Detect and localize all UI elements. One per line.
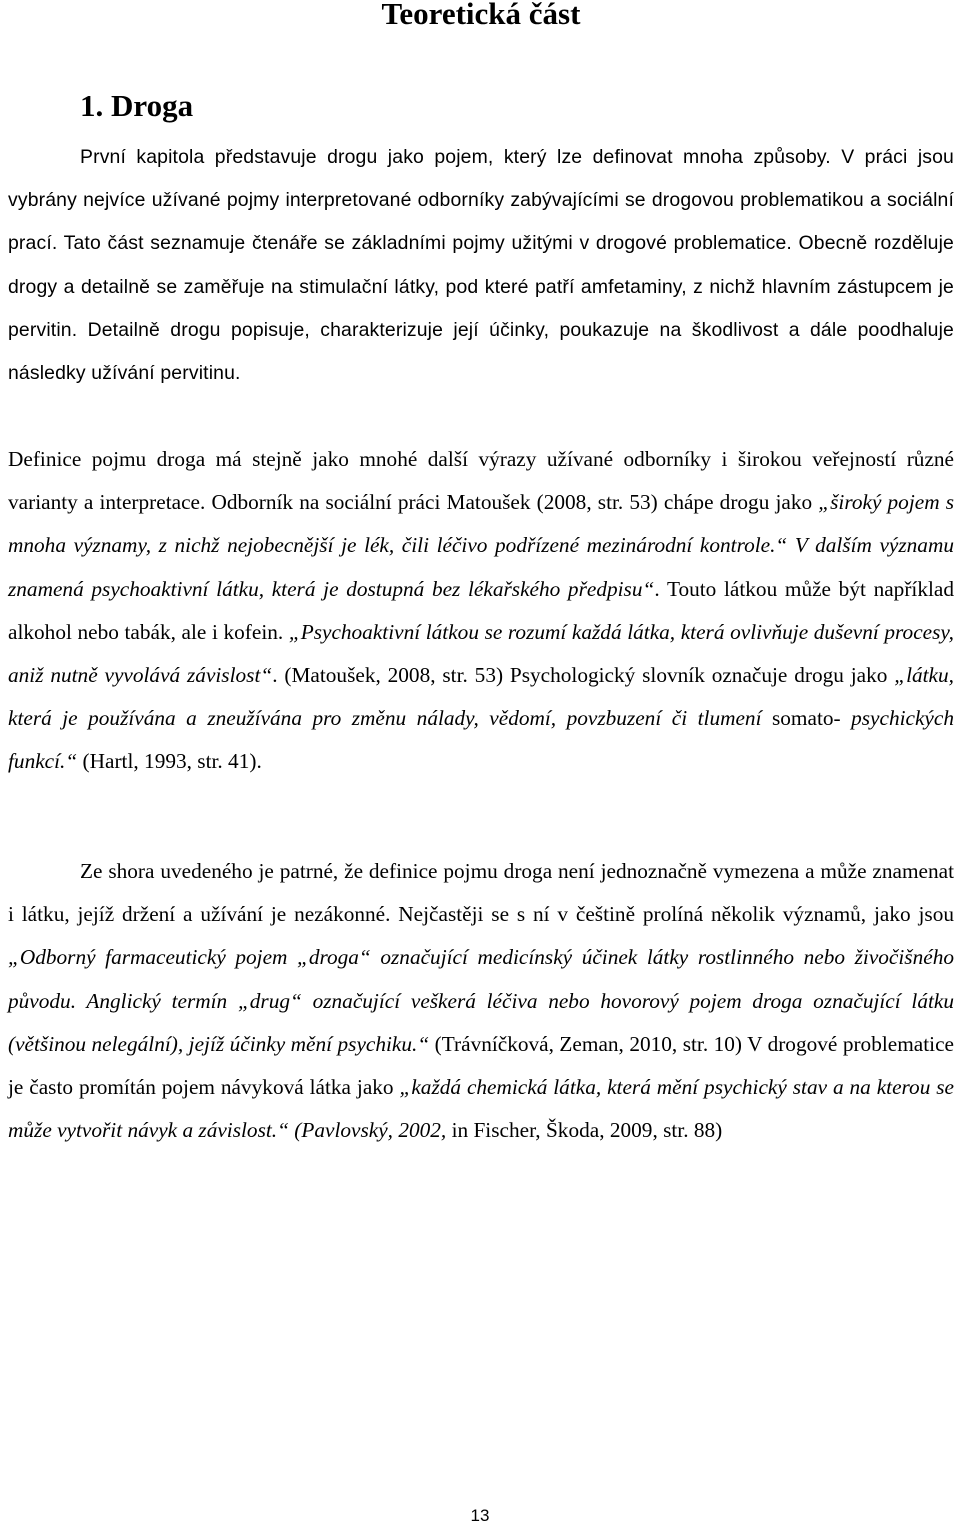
paragraph-intro-sentence-1: První kapitola představuje drogu jako pojem, který lze definovat mnoha způsoby. V práci jsou vybrány nejvíce užívané pojmy interpretované odborníky zabývajícími se drogovou problematikou a sociální prací. bbox=[8, 146, 954, 255]
paragraph-definitions-quote-1: „široký pojem s mnoha významy, z nichž nejobecnější je lék, čili léčivo podřízené mezinárodní kontrole.“ V dalším významu znamená psychoaktivní látku, která je dostupná bez lékařského předpisu“ bbox=[8, 490, 954, 601]
paragraph-definitions-text-2: . Touto látkou může být například alkohol nebo tabák, ale i kofein. bbox=[8, 576, 954, 644]
chapter-title: Teoretická část bbox=[381, 0, 581, 31]
paragraph-intro-sentence-2: Tato část seznamuje čtenáře se základními pojmy užitými v drogové problematice. bbox=[57, 232, 792, 255]
paragraph-meanings-text-3: in Fischer, Škoda, 2009, str. 88) bbox=[446, 1118, 723, 1143]
paragraph-definitions-text-4: somato- bbox=[761, 706, 852, 731]
paragraph-definitions-text-1: Definice pojmu droga má stejně jako mnohé další výrazy užívané odborníky i širokou veřejností různé varianty a interpretace. Odborník na sociální práci Matoušek (2008, str. 53) chápe drogu jako bbox=[8, 447, 954, 515]
paragraph-meanings-text-1: Ze shora uvedeného je patrné, že definice pojmu droga není jednoznačně vymezena a může znamenat i látku, jejíž držení a užívání je nezákonné. Nejčastěji se s ní v češtině prolíná několik významů, jako jsou bbox=[8, 859, 954, 927]
paragraph-intro-sentence-3: Obecně rozděluje drogy a detailně se zaměřuje na stimulační látky, pod které patří amfetaminy, z nichž hlavním zástupcem je pervitin. bbox=[8, 232, 954, 341]
page-number: 13 bbox=[470, 1506, 490, 1525]
paragraph-definitions-quote-4: psychických funkcí.“ bbox=[8, 706, 954, 774]
paragraph-meanings-quote-1: „Odborný farmaceutický pojem „droga“ označující medicínský účinek látky rostlinného nebo živočišného původu. Anglický termín „drug“ označující veškerá léčiva nebo hovorový pojem droga označující látku (většinou nelegální), jejíž účinky mění psychiku.“ bbox=[8, 945, 954, 1056]
paragraph-definitions-quote-3: „látku, která je používána a zneužívána pro změnu nálady, vědomí, povzbuzení či tlumení bbox=[8, 663, 954, 731]
paragraph-definitions-text-3: . (Matoušek, 2008, str. 53) Psychologický slovník označuje drogu jako bbox=[272, 663, 895, 688]
paragraph-intro-sentence-4: Detailně drogu popisuje, charakterizuje její účinky, poukazuje na škodlivost a dále poodhaluje následky užívání pervitinu. bbox=[8, 318, 954, 385]
paragraph-intro bbox=[8, 136, 954, 395]
paragraph-definitions-text-5: (Hartl, 1993, str. 41). bbox=[77, 749, 262, 774]
paragraph-meanings bbox=[8, 850, 954, 1152]
paragraph-meanings-quote-2: „každá chemická látka, která mění psychický stav a na kterou se může vytvořit návyk a závislost.“ (Pavlovský, 2002, bbox=[8, 1075, 954, 1143]
section-heading: 1. Droga bbox=[80, 88, 194, 123]
paragraph-definitions bbox=[8, 438, 954, 784]
paragraph-definitions-quote-2: „Psychoaktivní látkou se rozumí každá látka, která ovlivňuje duševní procesy, aniž nutně vyvolává závislost“ bbox=[8, 619, 954, 688]
paragraph-meanings-text-2: (Trávníčková, Zeman, 2010, str. 10) V drogové problematice je často promítán pojem návyková látka jako bbox=[8, 1031, 954, 1100]
